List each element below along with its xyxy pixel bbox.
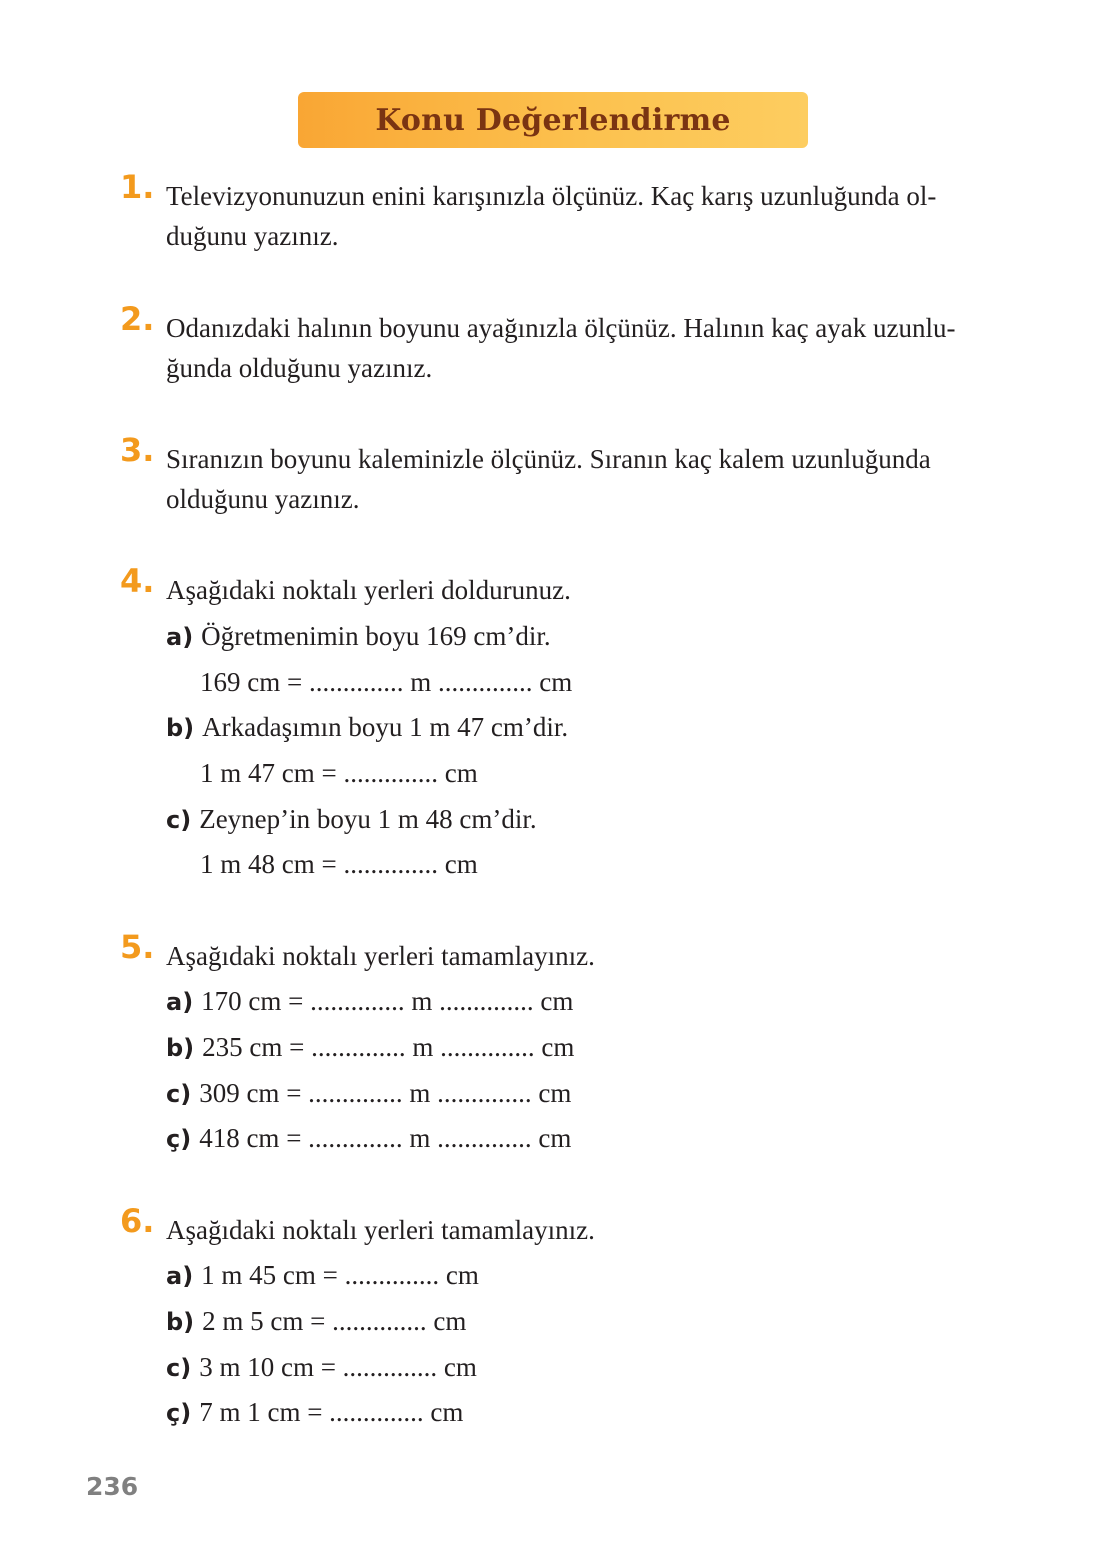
sub-item-c bbox=[166, 799, 537, 840]
answer-line: 1 m 48 cm = .............. cm bbox=[200, 849, 478, 879]
question-number: 3. bbox=[120, 431, 155, 469]
sub-item-label: ç) bbox=[166, 1399, 192, 1427]
page-title: Konu Değerlendirme bbox=[375, 102, 731, 138]
sub-item-text: 309 cm = .............. m .............. cm bbox=[199, 1078, 572, 1108]
question-text-line-1: Sıranızın boyunu kaleminizle ölçünüz. Sıranın kaç kalem uzunluğunda bbox=[166, 444, 931, 474]
sub-item-text: 7 m 1 cm = .............. cm bbox=[199, 1397, 464, 1427]
sub-item-text: 3 m 10 cm = .............. cm bbox=[199, 1352, 477, 1382]
question-number: 1. bbox=[120, 168, 155, 206]
sub-item-text: 235 cm = .............. m .............. cm bbox=[202, 1032, 575, 1062]
sub-item-label: a) bbox=[166, 988, 194, 1016]
sub-item-a bbox=[166, 616, 551, 657]
sub-item-label: c) bbox=[166, 1080, 192, 1108]
question-text-line-1: Odanızdaki halının boyunu ayağınızla ölçünüz. Halının kaç ayak uzunlu- bbox=[166, 313, 956, 343]
sub-item-a bbox=[166, 1255, 479, 1296]
question-number: 4. bbox=[120, 562, 155, 600]
sub-item-text: 418 cm = .............. m .............. cm bbox=[199, 1123, 572, 1153]
sub-item-text: 2 m 5 cm = .............. cm bbox=[202, 1306, 467, 1336]
sub-item-b bbox=[166, 1301, 466, 1342]
sub-item-c bbox=[166, 1347, 477, 1388]
sub-item-label: a) bbox=[166, 623, 194, 651]
question-number: 2. bbox=[120, 300, 155, 338]
sub-item-text: Zeynep’in boyu 1 m 48 cm’dir. bbox=[199, 804, 537, 834]
question-text: Aşağıdaki noktalı yerleri tamamlayınız. bbox=[166, 1215, 595, 1245]
sub-item-cc bbox=[166, 1392, 463, 1433]
sub-item-label: ç) bbox=[166, 1125, 192, 1153]
title-banner bbox=[298, 92, 808, 148]
question-number: 6. bbox=[120, 1202, 155, 1240]
sub-item-b bbox=[166, 1027, 574, 1068]
sub-item-label: c) bbox=[166, 806, 192, 834]
answer-line: 169 cm = .............. m .............. cm bbox=[200, 667, 573, 697]
sub-item-text: Öğretmenimin boyu 169 cm’dir. bbox=[201, 621, 551, 651]
sub-item-a bbox=[166, 981, 573, 1022]
sub-item-text: Arkadaşımın boyu 1 m 47 cm’dir. bbox=[202, 712, 569, 742]
answer-line: 1 m 47 cm = .............. cm bbox=[200, 758, 478, 788]
sub-item-text: 170 cm = .............. m .............. cm bbox=[201, 986, 574, 1016]
sub-item-cc bbox=[166, 1118, 571, 1159]
sub-item-label: b) bbox=[166, 1034, 195, 1062]
page-number: 236 bbox=[86, 1472, 139, 1501]
sub-item-label: c) bbox=[166, 1354, 192, 1382]
question-text: Aşağıdaki noktalı yerleri doldurunuz. bbox=[166, 575, 571, 605]
sub-item-c bbox=[166, 1073, 571, 1114]
question-text-line-1: Televizyonunuzun enini karışınızla ölçünüz. Kaç karış uzunluğunda ol- bbox=[166, 181, 937, 211]
question-text: Aşağıdaki noktalı yerleri tamamlayınız. bbox=[166, 941, 595, 971]
question-text-line-2: ğunda olduğunu yazınız. bbox=[166, 353, 433, 383]
sub-item-text: 1 m 45 cm = .............. cm bbox=[201, 1260, 479, 1290]
question-text-line-2: olduğunu yazınız. bbox=[166, 484, 360, 514]
question-number: 5. bbox=[120, 928, 155, 966]
sub-item-b bbox=[166, 707, 568, 748]
sub-item-label: a) bbox=[166, 1262, 194, 1290]
sub-item-label: b) bbox=[166, 714, 195, 742]
sub-item-label: b) bbox=[166, 1308, 195, 1336]
question-text-line-2: duğunu yazınız. bbox=[166, 221, 339, 251]
